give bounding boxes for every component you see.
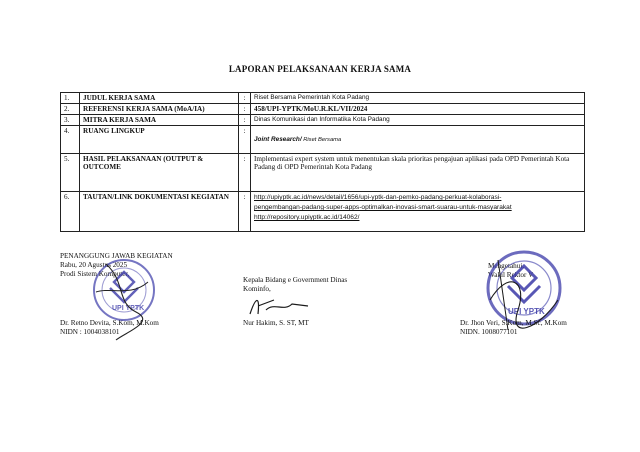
signature-role: Kominfo, <box>243 285 271 293</box>
table-row <box>61 104 585 115</box>
row-label: TAUTAN/LINK DOKUMENTASI KEGIATAN <box>80 192 239 232</box>
row-label: REFERENSI KERJA SAMA (MoA/IA) <box>80 104 239 115</box>
row-value <box>251 126 585 154</box>
signature-role: Mengetahui, <box>488 262 525 270</box>
stamp-left-text: UPI YPTK <box>112 305 145 312</box>
row-number: 6. <box>61 192 80 232</box>
scope-primary: Joint Research/ <box>254 136 302 143</box>
row-number: 1. <box>61 93 80 104</box>
row-number: 4. <box>61 126 80 154</box>
stamp-left-icon <box>86 252 166 342</box>
row-value: Implementasi expert system untuk menentukan skala prioritas pengajuan aplikasi pada OPD Pemerintah Kota Padang di OPD Pemerintah Kota Padang <box>251 154 585 192</box>
document-title: LAPORAN PELAKSANAAN KERJA SAMA <box>228 64 412 74</box>
signer-name: Nur Hakim, S. ST, MT <box>243 319 309 327</box>
row-value: Riset Bersama Pemerintah Kota Padang <box>251 93 585 104</box>
signer-name: Dr. Retno Devita, S.Kom, M.Kom <box>60 319 159 327</box>
signature-role: Prodi Sistem Komputer, <box>60 270 130 278</box>
signature-right-name-block <box>460 319 567 337</box>
row-label: HASIL PELAKSANAAN (OUTPUT & OUTCOME <box>80 154 239 192</box>
row-colon: : <box>239 154 251 192</box>
signature-role: Kepala Bidang e Government Dinas <box>243 276 348 284</box>
row-colon: : <box>239 126 251 154</box>
signature-middle-icon <box>244 292 314 320</box>
table-row <box>61 115 585 126</box>
table-row <box>61 192 585 232</box>
signer-name: Dr. Jhon Veri, S.Kom, M.Sc, M.Kom <box>460 319 567 327</box>
documentation-links <box>251 192 585 232</box>
row-label: MITRA KERJA SAMA <box>80 115 239 126</box>
row-label: RUANG LINGKUP <box>80 126 239 154</box>
row-number: 2. <box>61 104 80 115</box>
table-row <box>61 154 585 192</box>
row-label: JUDUL KERJA SAMA <box>80 93 239 104</box>
row-value: 458/UPI-YPTK/MoU.R.KL/VII/2024 <box>251 104 585 115</box>
report-table <box>60 92 585 232</box>
signature-date: Rabu, 20 Agustus 2025 <box>60 261 128 269</box>
signer-id: NIDN. 1008077101 <box>460 328 518 336</box>
row-colon: : <box>239 104 251 115</box>
signature-heading: PENANGGUNG JAWAB KEGIATAN <box>60 252 173 260</box>
doc-link[interactable]: pengembangan-padang-super-apps-optimalkan-inovasi-smart-suarau-untuk-masyarakat <box>254 204 512 211</box>
row-colon: : <box>239 115 251 126</box>
table-row <box>61 126 585 154</box>
row-number: 3. <box>61 115 80 126</box>
scope-secondary: Riset Bersama <box>301 137 342 143</box>
stamp-right-text: UPI YPTK <box>508 307 545 316</box>
row-colon: : <box>239 93 251 104</box>
doc-link[interactable]: http://upiyptk.ac.id/news/detail/1656/upi-yptk-dan-pemko-padang-perkuat-kolaborasi- <box>254 194 502 201</box>
row-number: 5. <box>61 154 80 192</box>
doc-link[interactable]: http://repository.upiyptk.ac.id/14062/ <box>254 214 360 221</box>
signature-role: Wakil Rektor V <box>488 271 534 279</box>
table-row <box>61 93 585 104</box>
row-colon: : <box>239 192 251 232</box>
signer-id: NIDN : 1004038101 <box>60 328 120 336</box>
row-value: Dinas Komunikasi dan Informatika Kota Padang <box>251 115 585 126</box>
signature-middle-name-block <box>243 319 309 328</box>
